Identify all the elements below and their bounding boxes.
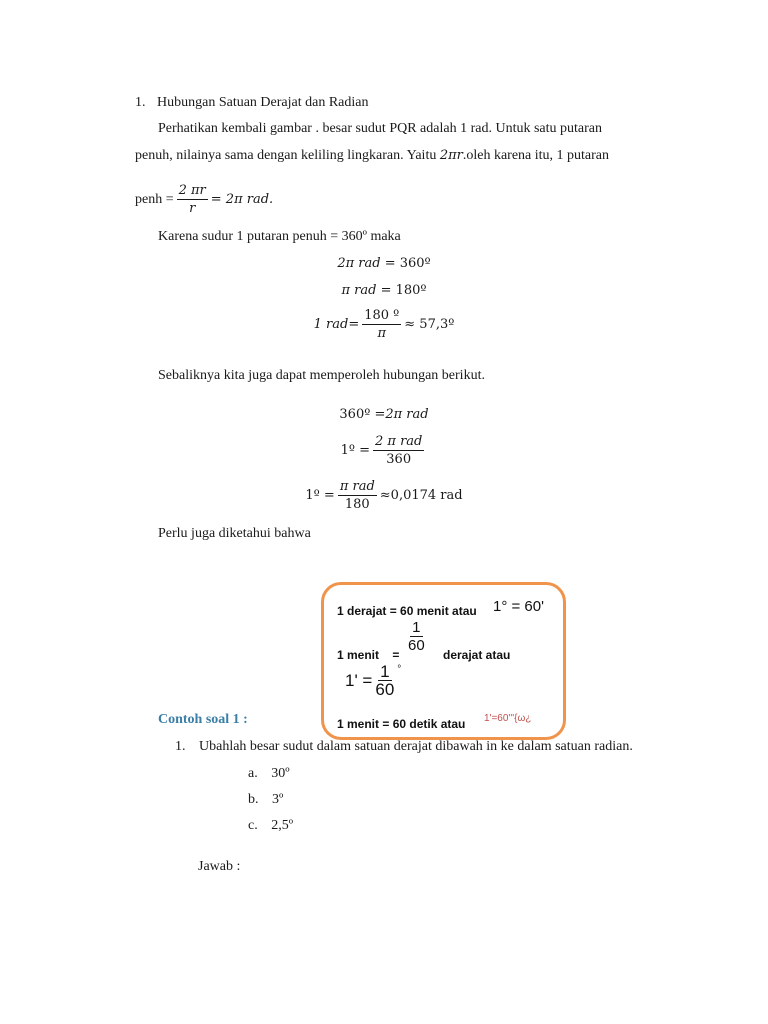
equation-rhs: = 360º [384,256,431,271]
paragraph-line: Perhatikan kembali gambar . besar sudut PQR adalah 1 rad. Untuk satu putaran [158,121,602,136]
fraction-denominator: r [189,201,196,216]
box-equation [345,664,401,697]
box-line [337,648,399,662]
list-item-label: c. [248,818,258,833]
fraction [338,479,377,512]
list-item-value: 3º [272,792,284,807]
example-heading: Contoh soal 1 : [158,712,248,727]
fraction [373,434,424,467]
fraction-numerator: π rad [339,479,375,494]
fraction [375,664,394,697]
paragraph-line: Sebaliknya kita juga dapat memperoleh hubungan berikut. [158,368,485,383]
box-line: 1 menit = 60 detik atau [337,717,466,731]
fraction [177,183,208,216]
equation-row [0,479,768,512]
answer-label: Jawab : [198,859,241,874]
paragraph-line [135,148,609,164]
list-item-label: b. [248,792,259,807]
fraction-denominator: 360 [386,452,412,467]
list-item-value: 2,5º [271,818,294,833]
question-number: 1. [175,739,186,754]
list-item-value: 30º [271,766,290,781]
box-text: 1 menit [337,648,380,662]
box-text: derajat atau [443,648,511,662]
list-item [248,818,293,834]
section-title: Hubungan Satuan Derajat dan Radian [157,95,369,110]
equation-result: = 2π rad. [210,192,274,207]
fraction [408,620,425,653]
box-fraction [405,620,428,653]
equation-lhs: 1 rad [313,317,349,332]
degree-sup: ° [397,664,402,675]
question [175,739,633,755]
equation-lhs: 1' = [345,670,373,690]
equation-rhs: = 180º [380,283,427,298]
box-text: = [392,648,400,662]
fraction-denominator: 60 [408,637,425,654]
equation-row [0,407,768,422]
fraction-numerator: 180 º [364,308,400,323]
fraction-numerator: 2 π rad [375,434,423,449]
equation-rhs: ≈ 57,3º [404,317,455,332]
fraction-denominator: 60 [375,680,395,699]
equation-row [0,283,768,298]
section-number: 1. [135,95,146,110]
list-item [248,792,283,808]
equation-row [0,308,768,341]
paragraph-line: Perlu juga diketahui bahwa [158,526,311,541]
equation-row [0,256,768,271]
equation-rhs: ≈0,0174 rad [379,488,463,503]
fraction-numerator: 2 πr [178,183,206,198]
question-text: Ubahlah besar sudut dalam satuan derajat dibawah in ke dalam satuan radian. [199,739,633,754]
fraction-numerator: 1 [412,619,421,636]
paragraph-text: .oleh karena itu, 1 putaran [462,148,610,163]
fraction [362,308,401,341]
equation-lhs: 1º = [340,443,371,458]
list-item [248,766,290,782]
equation-lhs: π rad [341,283,377,298]
equation-rhs: 2π rad [385,407,429,422]
equation-lhs: 360º = [339,407,386,422]
box-math: 1° = 60' [493,598,544,615]
box-math-garbled: 1'=60'''{ω¿ [484,713,532,724]
equation-row [0,434,768,467]
box-line: 1 derajat = 60 menit atau [337,604,477,618]
equation-equals: = [348,317,360,332]
math-2pir: 2πr [439,148,463,163]
fraction-denominator: π [377,326,387,341]
equation-lhs: 2π rad [337,256,381,271]
equation-penh [135,183,273,216]
list-item-label: a. [248,766,258,781]
equation-label: penh = [135,191,174,207]
fraction-numerator: 1 [380,662,390,681]
paragraph-line: Karena sudur 1 putaran penuh = 360º maka [158,229,401,244]
paragraph-text: penuh, nilainya sama dengan keliling lingkaran. Yaitu [135,148,440,163]
section-heading [135,95,369,111]
equation-lhs: 1º = [305,488,335,503]
fraction-denominator: 180 [344,497,370,512]
